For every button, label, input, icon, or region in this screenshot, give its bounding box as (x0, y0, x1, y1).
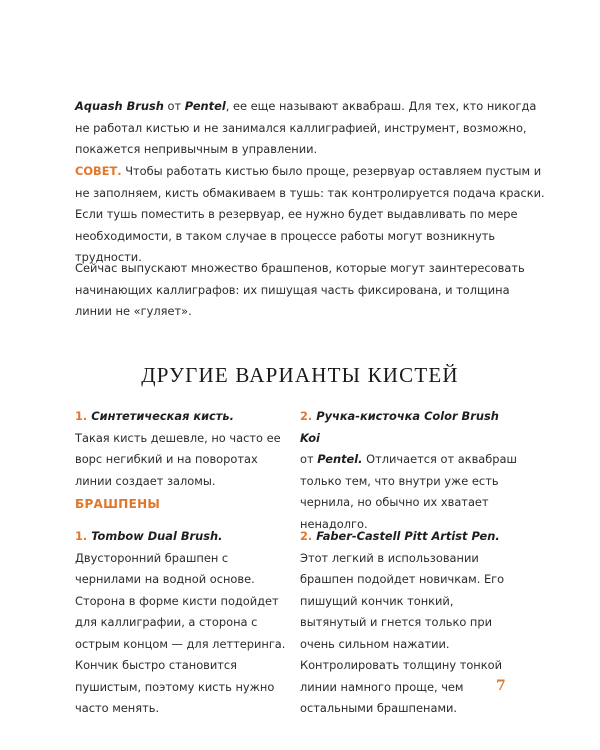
brushpen-item-2-number: 2. (300, 529, 313, 543)
brush-item-2-from: от (300, 452, 318, 466)
section-title: ДРУГИЕ ВАРИАНТЫ КИСТЕЙ (141, 363, 459, 387)
brush-item-2-title: Ручка-кисточка Color Brush Koi (300, 409, 499, 445)
brand-aquash-brush: Aquash Brush (75, 99, 164, 113)
brush-item-1-text: Такая кисть дешевле, но часто ее ворс негибкий и на поворотах линии создает заломы. (75, 430, 281, 488)
page-number: 7 (496, 678, 506, 694)
brushpen-item-faber-castell (300, 526, 520, 720)
brush-item-2-number: 2. (300, 409, 313, 423)
brush-item-2-maker: Pentel. (317, 452, 363, 466)
brushpen-item-1-title: Tombow Dual Brush. (87, 529, 223, 543)
brushpen-item-1-number: 1. (75, 529, 88, 543)
brush-item-1-title: Синтетическая кисть. (87, 409, 234, 423)
tip-text: Чтобы работать кистью было проще, резервуар оставляем пустым и не заполняем, кисть обмакиваем в тушь: так контролируется подача краски. Если тушь поместить в резервуар, ее нужно будет выдавливать по мере необходимости, в таком случае в процессе работы могут возникнуть трудности. (75, 164, 545, 264)
intro-p1-text: , ее еще называют аквабраш. Для тех, кто никогда не работал кистью и не занимался каллиграфией, инструмент, возможно, покажется непривычным в управлении. (75, 99, 537, 156)
brushpen-item-2-text: Этот легкий в использовании брашпен подойдет новичкам. Его пишущий кончик тонкий, вытянутый и гнется только при очень сильном нажатии. Контролировать толщину тонкой линии намного проще, чем остальными брашпенами. (300, 550, 505, 715)
intro-paragraph-brushpens: Сейчас выпускают множество брашпенов, которые могут заинтересовать начинающих каллиграфов: их пишущая часть фиксирована, и толщина линии не «гуляет». (75, 261, 525, 318)
intro-paragraph-aquash (75, 96, 545, 161)
tip-label: СОВЕТ. (75, 164, 122, 178)
brushpen-item-2-title: Faber-Castell Pitt Artist Pen. (312, 529, 500, 543)
brushpens-heading: БРАШПЕНЫ (75, 497, 161, 511)
brush-item-2-text: Отличается от аквабраш только тем, что внутри уже есть чернила, но обычно их хватает ненадолго. (300, 452, 517, 531)
brush-item-synthetic (75, 406, 295, 492)
intro-from-text: от (163, 99, 185, 113)
brush-item-koi (300, 406, 520, 535)
brushpen-item-tombow (75, 526, 295, 720)
brush-item-1-number: 1. (75, 409, 88, 423)
maker-pentel: Pentel (184, 99, 226, 113)
tip-paragraph (75, 161, 545, 269)
brushpen-item-1-text: Двусторонний брашпен с чернилами на водной основе. Сторона в форме кисти подойдет для каллиграфии, а сторона с острым концом — для леттеринга. Кончик быстро становится пушистым, поэтому кисть нужно часто менять. (75, 550, 286, 715)
